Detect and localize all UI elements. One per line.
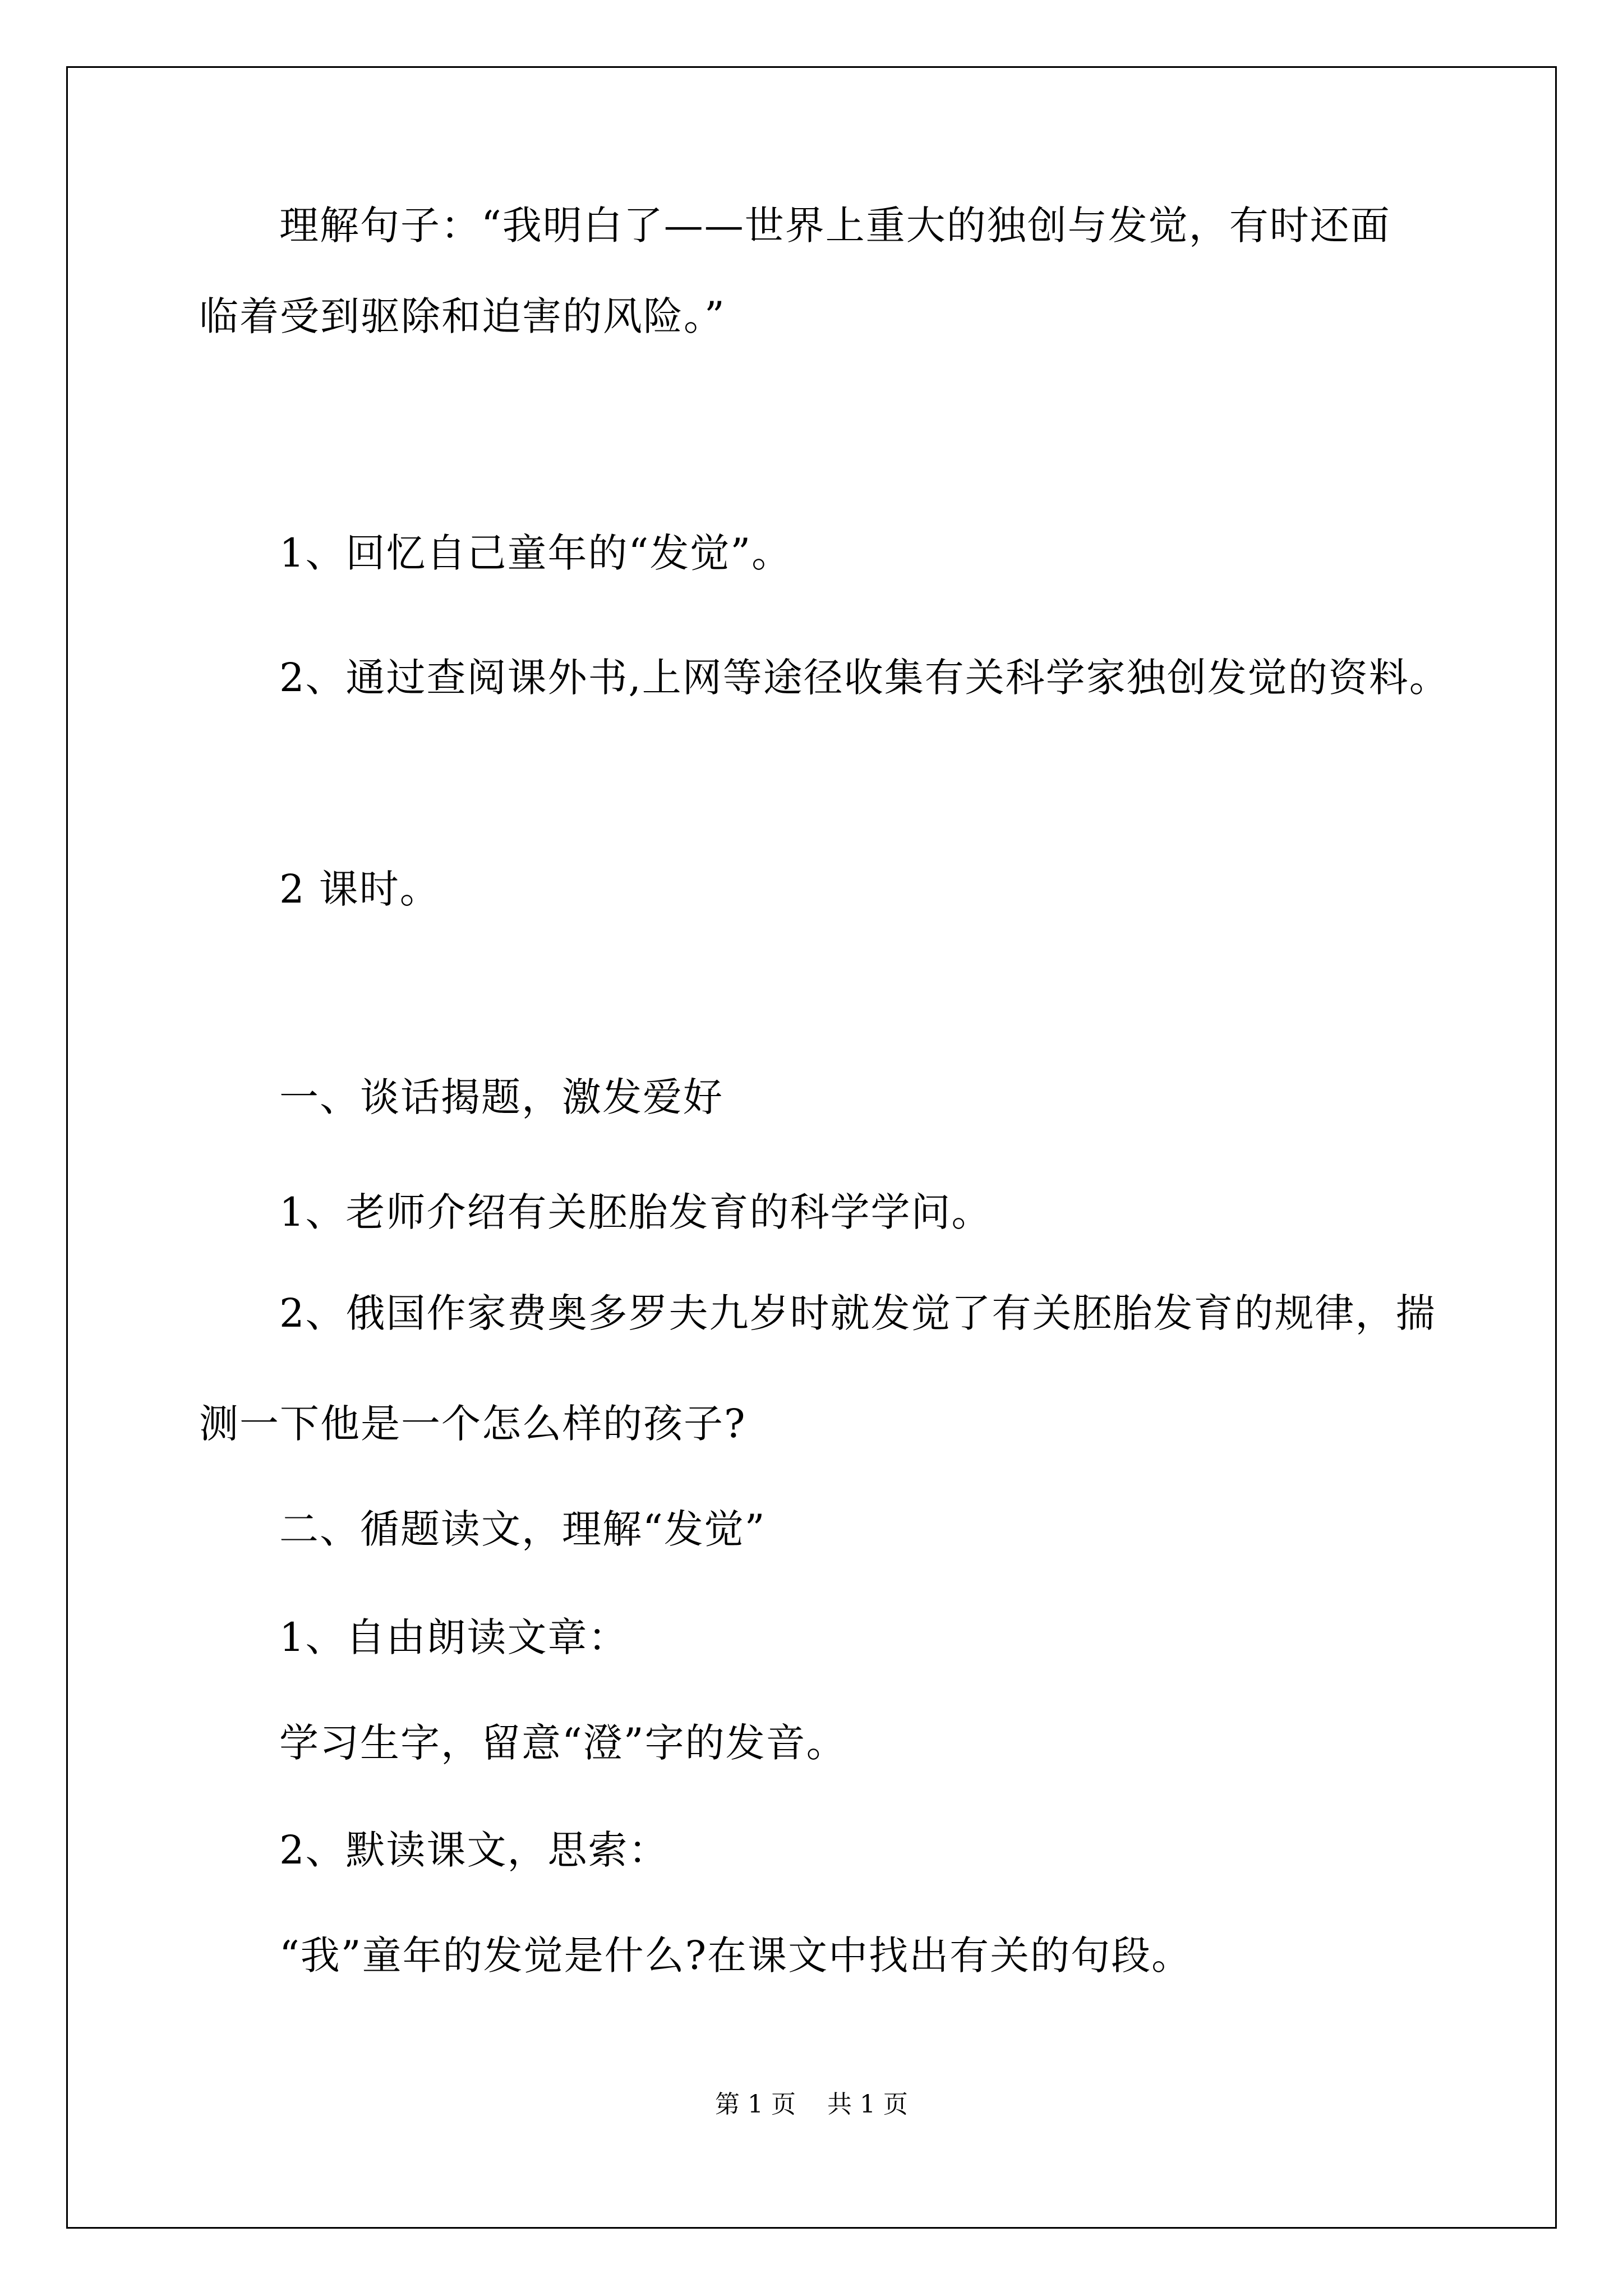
paragraph-3: 2、通过查阅课外书,上网等途径收集有关科学家独创发觉的资料。 <box>279 655 1450 701</box>
paragraph-11: 2、默读课文，思索： <box>279 1827 669 1873</box>
page-border <box>66 66 1557 2229</box>
paragraph-4: 2 课时。 <box>279 866 440 912</box>
paragraph-7-line-2: 测一下他是一个怎么样的孩子? <box>199 1401 746 1447</box>
paragraph-12: “我”童年的发觉是什么?在课文中找出有关的句段。 <box>279 1932 1192 1978</box>
paragraph-9: 1、自由朗读文章： <box>279 1614 629 1660</box>
paragraph-6: 1、老师介绍有关胚胎发育的科学学问。 <box>279 1189 992 1235</box>
paragraph-7-line-1: 2、俄国作家费奥多罗夫九岁时就发觉了有关胚胎发育的规律，揣 <box>279 1290 1436 1336</box>
paragraph-1-line-2: 临着受到驱除和迫害的风险。” <box>199 293 726 339</box>
paragraph-1-line-1: 理解句子：“我明白了——世界上重大的独创与发觉，有时还面 <box>279 203 1391 249</box>
paragraph-2: 1、回忆自己童年的“发觉”。 <box>279 530 792 576</box>
section-heading-2: 二、循题读文，理解“发觉” <box>279 1506 766 1552</box>
section-heading-1: 一、谈话揭题，激发爱好 <box>279 1074 723 1120</box>
page-footer: 第 1 页 共 1 页 <box>715 2090 908 2119</box>
paragraph-10: 学习生字，留意“澄”字的发音。 <box>279 1720 847 1766</box>
